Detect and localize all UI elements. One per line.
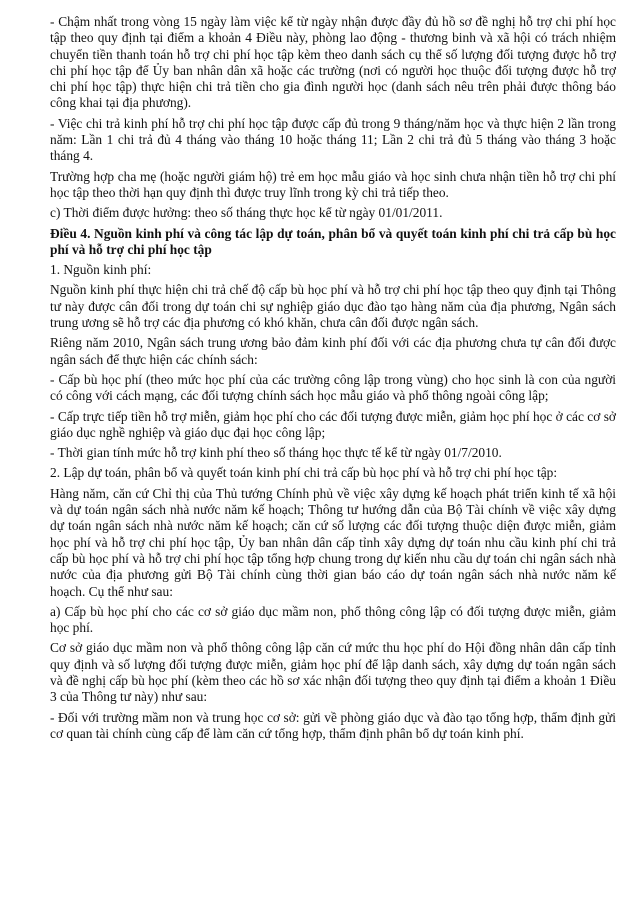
paragraph-deadline-payment: - Chậm nhất trong vòng 15 ngày làm việc kể từ ngày nhận được đầy đủ hồ sơ đề nghị hỗ trợ chi phí học tập theo quy định tại điểm a khoản 4 Điều này, phòng lao động - thương binh và xã hội có trách nhiệm chuyển tiền thanh toán hỗ trợ chi phí học tập kèm theo danh sách cụ thể số lượng đối tượng được hỗ trợ chi phí học tập để Ủy ban nhân dân xã hoặc các trường (nơi có người học thuộc đối tượng được hỗ trợ chi phí học tập) thực hiện chi trả tiền cho gia đình người học (danh sách nêu trên phải được thông báo công khai tại địa phương).: [50, 14, 616, 111]
section-2-title: 2. Lập dự toán, phân bổ và quyết toán kinh phí chi trả cấp bù học phí và hỗ trợ chi phí học tập:: [50, 465, 558, 481]
paragraph-item-a: a) Cấp bù học phí cho các cơ sở giáo dục mầm non, phổ thông công lập có đối tượng được miễn, giảm học phí.: [50, 603, 616, 636]
paragraph-payment-schedule: - Việc chi trả kinh phí hỗ trợ chi phí học tập được cấp đủ trong 9 tháng/năm học và thực hiện 2 lần trong năm: Lần 1 chi trả đủ 4 tháng vào tháng 10 hoặc tháng 11; Lần 2 chi trả đủ 5 tháng vào tháng 3 hoặc tháng 4.: [50, 115, 616, 164]
paragraph-annual-estimate: Hàng năm, căn cứ Chỉ thị của Thủ tướng Chính phủ về việc xây dựng kế hoạch phát triển kinh tế xã hội và dự toán ngân sách nhà nước năm kế hoạch; Thông tư hướng dẫn của Bộ Tài chính về việc xây dựng dự toán ngân sách nhà nước năm kế hoạch; căn cứ số lượng các đối tượng thuộc diện được miễn, giảm học phí và hỗ trợ chi phí học tập, Ủy ban nhân dân cấp tỉnh xây dựng dự toán nhu cầu kinh phí chi trả cấp bù học phí và hỗ trợ chi phí học tập tổng hợp chung trong dự kiến nhu cầu dự toán chi ngân sách nhà nước của địa phương gửi Bộ Tài chính cùng thời gian báo cáo dự toán ngân sách nhà nước năm kế hoạch. Cụ thể như sau:: [50, 485, 616, 599]
list-item-tuition-compensation: - Cấp bù học phí (theo mức học phí của các trường công lập trong vùng) cho học sinh là con của người có công với cách mạng, các đối tượng chính sách học mẫu giáo và phổ thông ngoài công lập;: [50, 371, 616, 404]
article-4-heading: Điều 4. Nguồn kinh phí và công tác lập dự toán, phân bổ và quyết toán kinh phí chi trả cấp bù học phí và hỗ trợ chi phí học tập: [50, 225, 616, 257]
paragraph-late-claim: Trường hợp cha mẹ (hoặc người giám hộ) trẻ em học mẫu giáo và học sinh chưa nhận tiền hỗ trợ chi phí học tập theo thời hạn quy định thì được truy lĩnh trong kỳ chi trả tiếp theo.: [50, 168, 616, 200]
paragraph-public-schools: Cơ sở giáo dục mầm non và phổ thông công lập căn cứ mức thu học phí do Hội đồng nhân dân cấp tỉnh quy định và số lượng đối tượng được miễn, giảm học phí để lập danh sách, xây dựng dự toán ngân sách và đề nghị cấp bù học phí (kèm theo các hồ sơ xác nhận đối tượng theo quy định tại điểm a khoản 1 Điều 3 của Thông tư này) như sau:: [50, 640, 616, 705]
list-item-support-period: - Thời gian tính mức hỗ trợ kinh phí theo số tháng học thực tế kể từ ngày 01/7/2010.: [50, 445, 502, 461]
paragraph-2010-budget: Riêng năm 2010, Ngân sách trung ương bảo đảm kinh phí đối với các địa phương chưa tự cân đối được ngân sách để thực hiện các chính sách:: [50, 335, 616, 367]
list-item-direct-support: - Cấp trực tiếp tiền hỗ trợ miễn, giảm học phí cho các đối tượng được miễn, giảm học phí học ở các cơ sở giáo dục nghề nghiệp và giáo dục đại học công lập;: [50, 408, 616, 440]
paragraph-effective-date: c) Thời điểm được hưởng: theo số tháng thực học kể từ ngày 01/01/2011.: [50, 205, 443, 221]
section-1-title: 1. Nguồn kinh phí:: [50, 262, 152, 278]
paragraph-funding-source: Nguồn kinh phí thực hiện chi trả chế độ cấp bù học phí và hỗ trợ chi phí học tập theo quy định tại Thông tư này được cân đối trong dự toán chi sự nghiệp giáo dục đào tạo hàng năm của địa phương, Ngân sách trung ương sẽ hỗ trợ các địa phương có khó khăn, chưa cân đối được ngân sách.: [50, 282, 616, 331]
list-item-kindergarten-secondary: - Đối với trường mầm non và trung học cơ sở: gửi về phòng giáo dục và đào tạo tổng hợp, thẩm định gửi cơ quan tài chính cùng cấp để làm căn cứ tổng hợp, thẩm định phân bổ dự toán kinh phí.: [50, 709, 616, 741]
